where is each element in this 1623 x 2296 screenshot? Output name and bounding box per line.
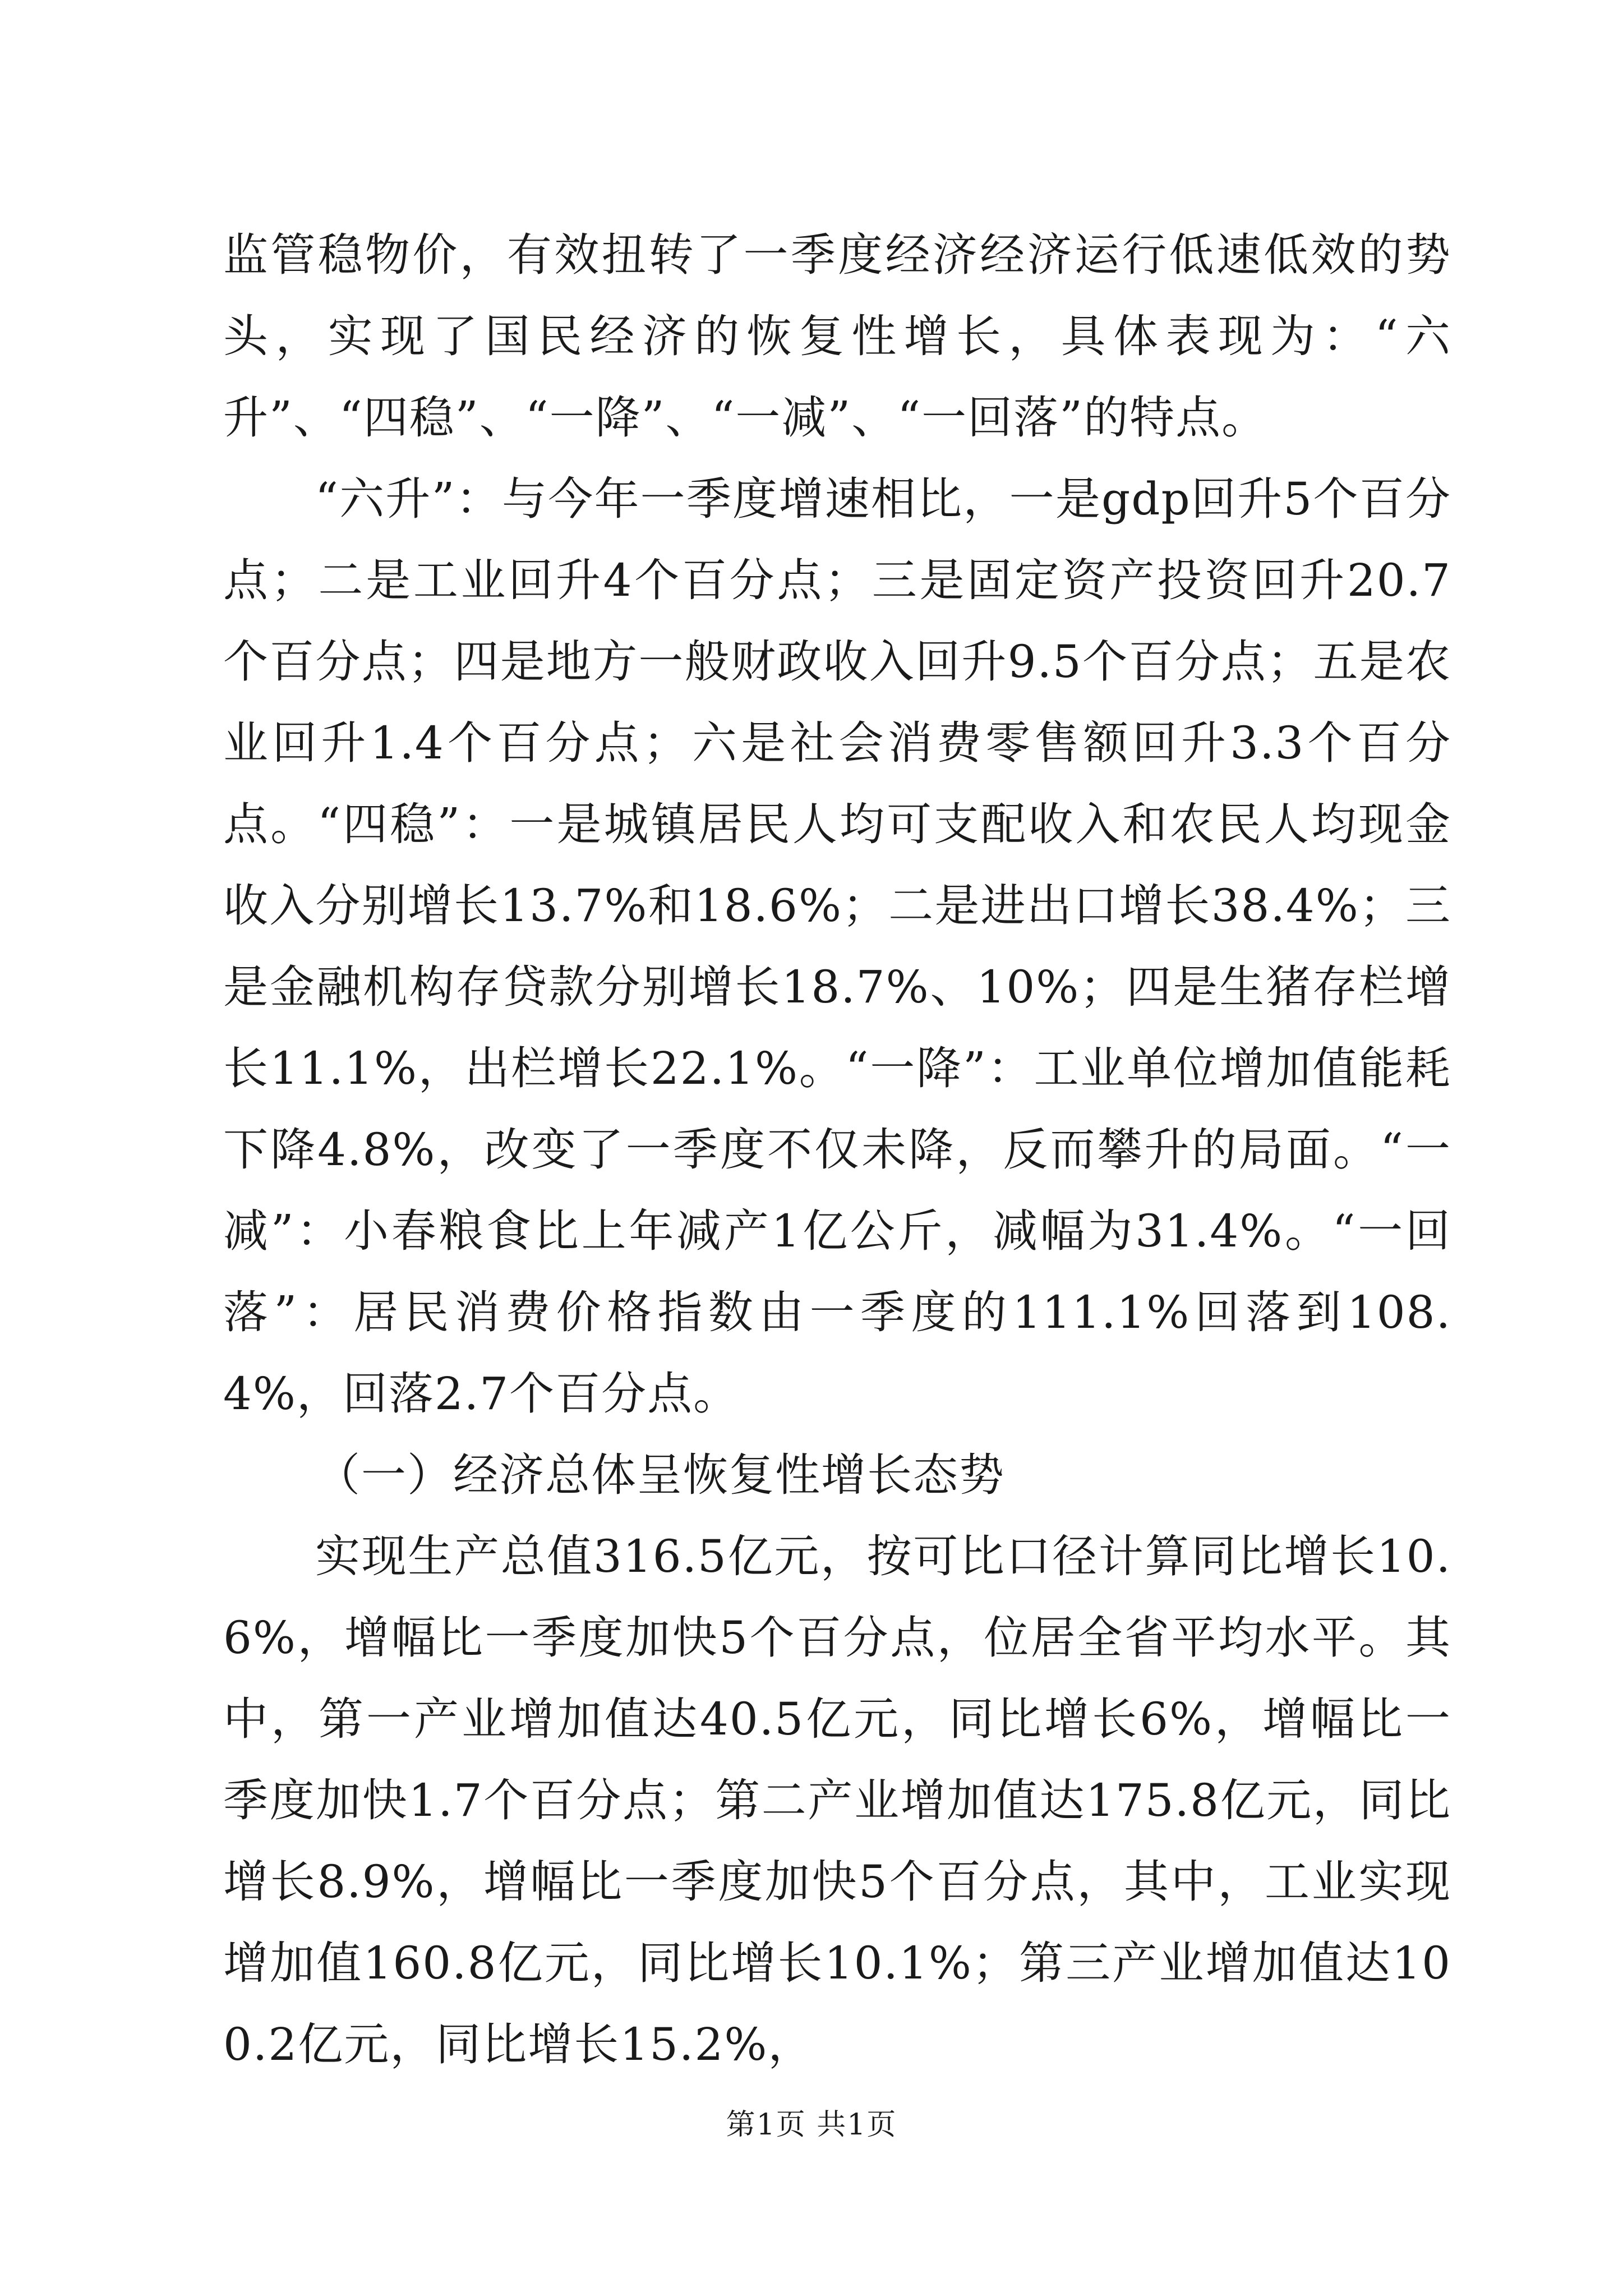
- paragraph-six-rises: “六升”：与今年一季度增速相比，一是gdp回升5个百分点；二是工业回升4个百分点；三是固定资产投资回升20.7个百分点；四是地方一般财政收入回升9.5个百分点；五是农业回升1.4个百分点；六是社会消费零售额回升3.3个百分点。“四稳”：一是城镇居民人均可支配收入和农民人均现金收入分别增长13.7%和18.6%；二是进出口增长38.4%；三是金融机构存贷款分别增长18.7%、10%；四是生猪存栏增长11.1%，出栏增长22.1%。“一降”：工业单位增加值能耗下降4.8%，改变了一季度不仅未降，反而攀升的局面。“一减”：小春粮食比上年减产1亿公斤，减幅为31.4%。“一回落”：居民消费价格指数由一季度的111.1%回落到108.4%，回落2.7个百分点。: [223, 473, 1451, 1420]
- paragraph-intro: 监管稳物价，有效扭转了一季度经济经济运行低速低效的势头，实现了国民经济的恢复性增长，具体表现为：“六升”、“四稳”、“一降”、“一减”、“一回落”的特点。: [223, 229, 1451, 444]
- document-body: [223, 214, 1451, 2085]
- paragraph-gdp: 实现生产总值316.5亿元，按可比口径计算同比增长10.6%，增幅比一季度加快5个百分点，位居全省平均水平。其中，第一产业增加值达40.5亿元，同比增长6%，增幅比一季度加快1.7个百分点；第二产业增加值达175.8亿元，同比增长8.9%，增幅比一季度加快5个百分点，其中，工业实现增加值160.8亿元，同比增长10.1%；第三产业增加值达100.2亿元，同比增长15.2%，: [223, 1530, 1451, 2070]
- page-footer: 第1页 共1页: [726, 2108, 897, 2142]
- section-heading: （一）经济总体呈恢复性增长态势: [315, 1449, 1005, 1501]
